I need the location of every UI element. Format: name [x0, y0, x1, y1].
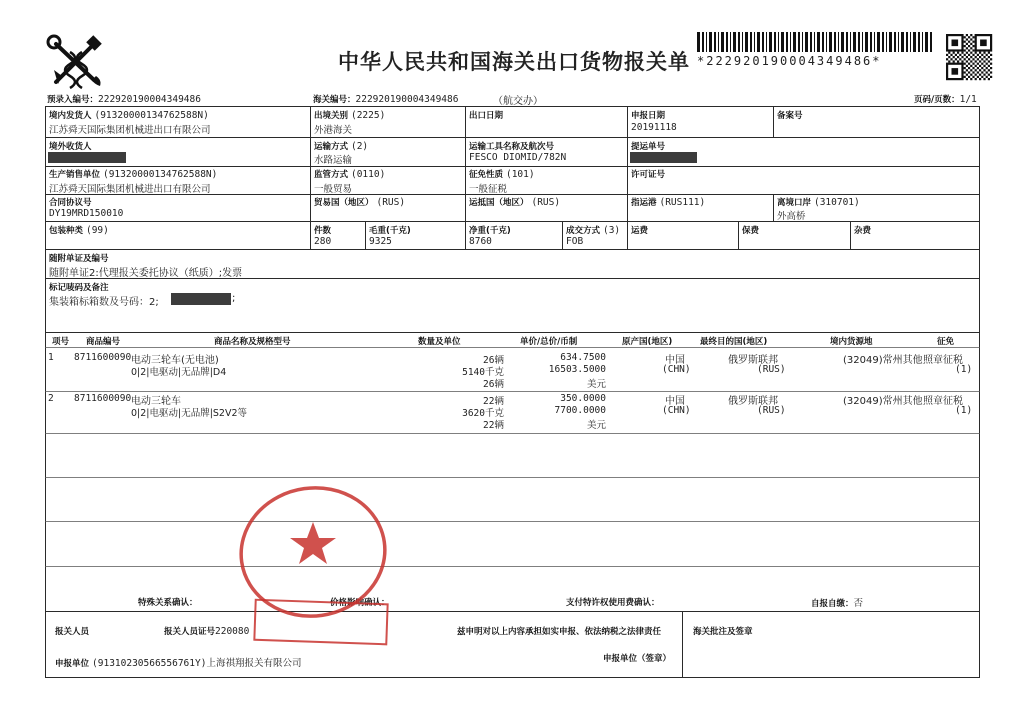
row-item: 1 — [48, 352, 54, 363]
terms-value: FOB — [566, 236, 584, 247]
trade-country-code: (RUS) — [376, 197, 406, 208]
goods-header-source: 境内货源地 — [830, 337, 873, 347]
net-label: 净重(千克) — [469, 226, 511, 236]
supervision-label: 监管方式 — [314, 170, 349, 180]
form-title: 中华人民共和国海关出口货物报关单 — [338, 50, 690, 74]
self-pay-value: 否 — [853, 598, 864, 609]
net-value: 8760 — [469, 236, 492, 247]
row-tax-code: (1) — [955, 405, 973, 416]
declarant-cert-value: 220080 — [215, 626, 250, 637]
goods-header-name: 商品名称及规格型号 — [214, 337, 291, 347]
row-origin: 中国 — [665, 396, 685, 407]
row-origin: 中国 — [665, 355, 685, 366]
declare-date-label: 申报日期 — [631, 111, 666, 121]
marks-value: 集装箱标箱数及号码：2; — [49, 297, 159, 308]
supervision-code: (0110) — [350, 169, 386, 180]
package-code: (99) — [85, 225, 109, 236]
goods-header-price: 单价/总价/币制 — [520, 337, 578, 347]
barcode-text: *222920190004349486* — [697, 54, 882, 68]
row-unit-price: 350.0000 — [560, 393, 606, 404]
declarant-stamp-border — [254, 600, 387, 645]
exit-customs-code: (2225) — [350, 110, 386, 121]
port-code: (RUS111) — [659, 197, 706, 208]
row-name: 电动三轮车 — [131, 396, 181, 407]
exit-port-code: (310701) — [813, 197, 860, 208]
row-final: 俄罗斯联邦 — [728, 355, 778, 366]
goods-header-item: 项号 — [52, 337, 70, 347]
row-unit-price: 634.7500 — [560, 352, 606, 363]
insurance-label: 保费 — [742, 226, 760, 236]
transport-mode-label: 运输方式 — [314, 142, 349, 152]
customs-no-label: 海关编号： — [313, 95, 356, 105]
exit-customs-name: 外港海关 — [314, 125, 353, 136]
transport-tool-label: 运输工具名称及航次号 — [469, 142, 555, 152]
supervision-name: 一般贸易 — [314, 184, 353, 195]
exit-customs-label: 出境关别 — [314, 111, 349, 121]
docs-value: 随附单证2:代理报关委托协议（纸质）;发票 — [49, 268, 243, 279]
exit-port-name: 外高桥 — [777, 211, 806, 222]
docs-label: 随附单证及编号 — [49, 254, 109, 264]
pieces-value: 280 — [314, 236, 332, 247]
tax-nature-label: 征免性质 — [469, 170, 504, 180]
package-label: 包装种类 — [49, 226, 84, 236]
declaring-unit-label: 申报单位 — [55, 659, 90, 669]
row-origin-code: (CHN) — [662, 364, 691, 375]
trade-country-label: 贸易国（地区） — [314, 198, 374, 208]
port-label: 指运港 — [631, 198, 657, 208]
row-final-code: (RUS) — [757, 405, 786, 416]
row-code: 8711600090 — [74, 352, 132, 363]
customs-note-label: 海关批注及签章 — [693, 627, 753, 637]
misc-label: 杂费 — [854, 226, 872, 236]
pieces-label: 件数 — [314, 226, 332, 236]
terms-label: 成交方式 — [566, 226, 601, 236]
consignor-label: 境内发货人 — [49, 111, 92, 121]
royalty-label: 支付特许权使用费确认： — [566, 598, 660, 608]
row-qty1: 26辆 — [483, 355, 504, 366]
row-qty2: 5140千克 — [462, 367, 504, 378]
goods-header-qty: 数量及单位 — [418, 337, 461, 347]
declaring-unit-sign-label: 申报单位（签章） — [603, 654, 672, 664]
terms-code: (3) — [602, 225, 621, 236]
declaration-statement: 兹申明对以上内容承担如实申报、依法纳税之法律责任 — [457, 627, 662, 637]
dest-country-label: 运抵国（地区） — [469, 198, 529, 208]
self-pay-label: 自报自缴： — [811, 599, 854, 609]
export-date-label: 出口日期 — [469, 111, 504, 121]
tax-nature-code: (101) — [505, 169, 535, 180]
row-source: (32049)常州其他 — [843, 355, 923, 366]
row-currency: 美元 — [586, 420, 606, 431]
row-tax-code: (1) — [955, 364, 973, 375]
declaring-unit-code: (91310230566556761Y) — [92, 658, 207, 669]
pre-entry-label: 预录入编号： — [47, 95, 99, 105]
row-tax: 照章征税 — [923, 396, 963, 407]
consignor-code: (91320000134762588N) — [94, 110, 209, 121]
row-spec: 0|2|电驱动|无品牌|S2V2等 — [131, 408, 248, 419]
price-impact-label: 价格影响确认： — [330, 598, 390, 608]
marks-label: 标记唛码及备注 — [49, 283, 109, 293]
page-label: 页码/页数： — [914, 95, 960, 105]
freight-label: 运费 — [631, 226, 649, 236]
row-final: 俄罗斯联邦 — [728, 396, 778, 407]
customs-no-value: 222920190004349486 — [355, 94, 459, 105]
row-name: 电动三轮车(无电池) — [131, 355, 219, 366]
transport-tool-value: FESCO DIOMID/782N — [469, 152, 567, 163]
record-no-label: 备案号 — [777, 111, 803, 121]
row-currency: 美元 — [586, 379, 606, 390]
producer-code: (91320000134762588N) — [102, 169, 218, 180]
declaration-mode: （航交办） — [493, 96, 543, 107]
pre-entry-value: 222920190004349486 — [98, 94, 201, 105]
declarant-cert-label: 报关人员证号 — [164, 627, 216, 637]
bill-no-label: 提运单号 — [631, 142, 666, 152]
consignee-label: 境外收货人 — [49, 142, 92, 152]
row-total-price: 7700.0000 — [554, 405, 606, 416]
license-label: 许可证号 — [631, 170, 666, 180]
dest-country-code: (RUS) — [531, 197, 561, 208]
row-item: 2 — [48, 393, 54, 404]
contract-value: DY19MRD150010 — [49, 208, 124, 219]
gross-value: 9325 — [369, 236, 392, 247]
row-code: 8711600090 — [74, 393, 132, 404]
declaring-unit-name: 上海祺翔报关有限公司 — [206, 658, 302, 669]
marks-tail: ; — [232, 293, 236, 304]
goods-header-origin: 原产国(地区) — [622, 337, 673, 347]
page-value: 1/1 — [959, 94, 977, 105]
row-source: (32049)常州其他 — [843, 396, 923, 407]
goods-header-tax: 征免 — [937, 337, 955, 347]
contract-label: 合同协议号 — [49, 198, 92, 208]
row-final-code: (RUS) — [757, 364, 786, 375]
producer-name: 江苏舜天国际集团机械进出口有限公司 — [49, 184, 211, 195]
row-total-price: 16503.5000 — [548, 364, 606, 375]
row-qty3: 26辆 — [483, 379, 504, 390]
transport-mode-name: 水路运输 — [314, 155, 353, 166]
transport-mode-code: (2) — [350, 141, 369, 152]
goods-header-final: 最终目的国(地区) — [700, 337, 768, 347]
row-qty2: 3620千克 — [462, 408, 504, 419]
row-origin-code: (CHN) — [662, 405, 691, 416]
row-tax: 照章征税 — [923, 355, 963, 366]
row-qty3: 22辆 — [483, 420, 504, 431]
exit-port-label: 离境口岸 — [777, 198, 812, 208]
tax-nature-name: 一般征税 — [469, 184, 508, 195]
consignor-name: 江苏舜天国际集团机械进出口有限公司 — [49, 125, 211, 136]
special-relation-label: 特殊关系确认： — [138, 598, 198, 608]
declarant-label: 报关人员 — [55, 627, 90, 637]
gross-label: 毛重(千克) — [369, 226, 411, 236]
producer-label: 生产销售单位 — [49, 170, 101, 180]
declare-date-value: 20191118 — [631, 122, 677, 133]
row-spec: 0|2|电驱动|无品牌|D4 — [131, 367, 227, 378]
row-qty1: 22辆 — [483, 396, 504, 407]
goods-header-code: 商品编号 — [86, 337, 121, 347]
